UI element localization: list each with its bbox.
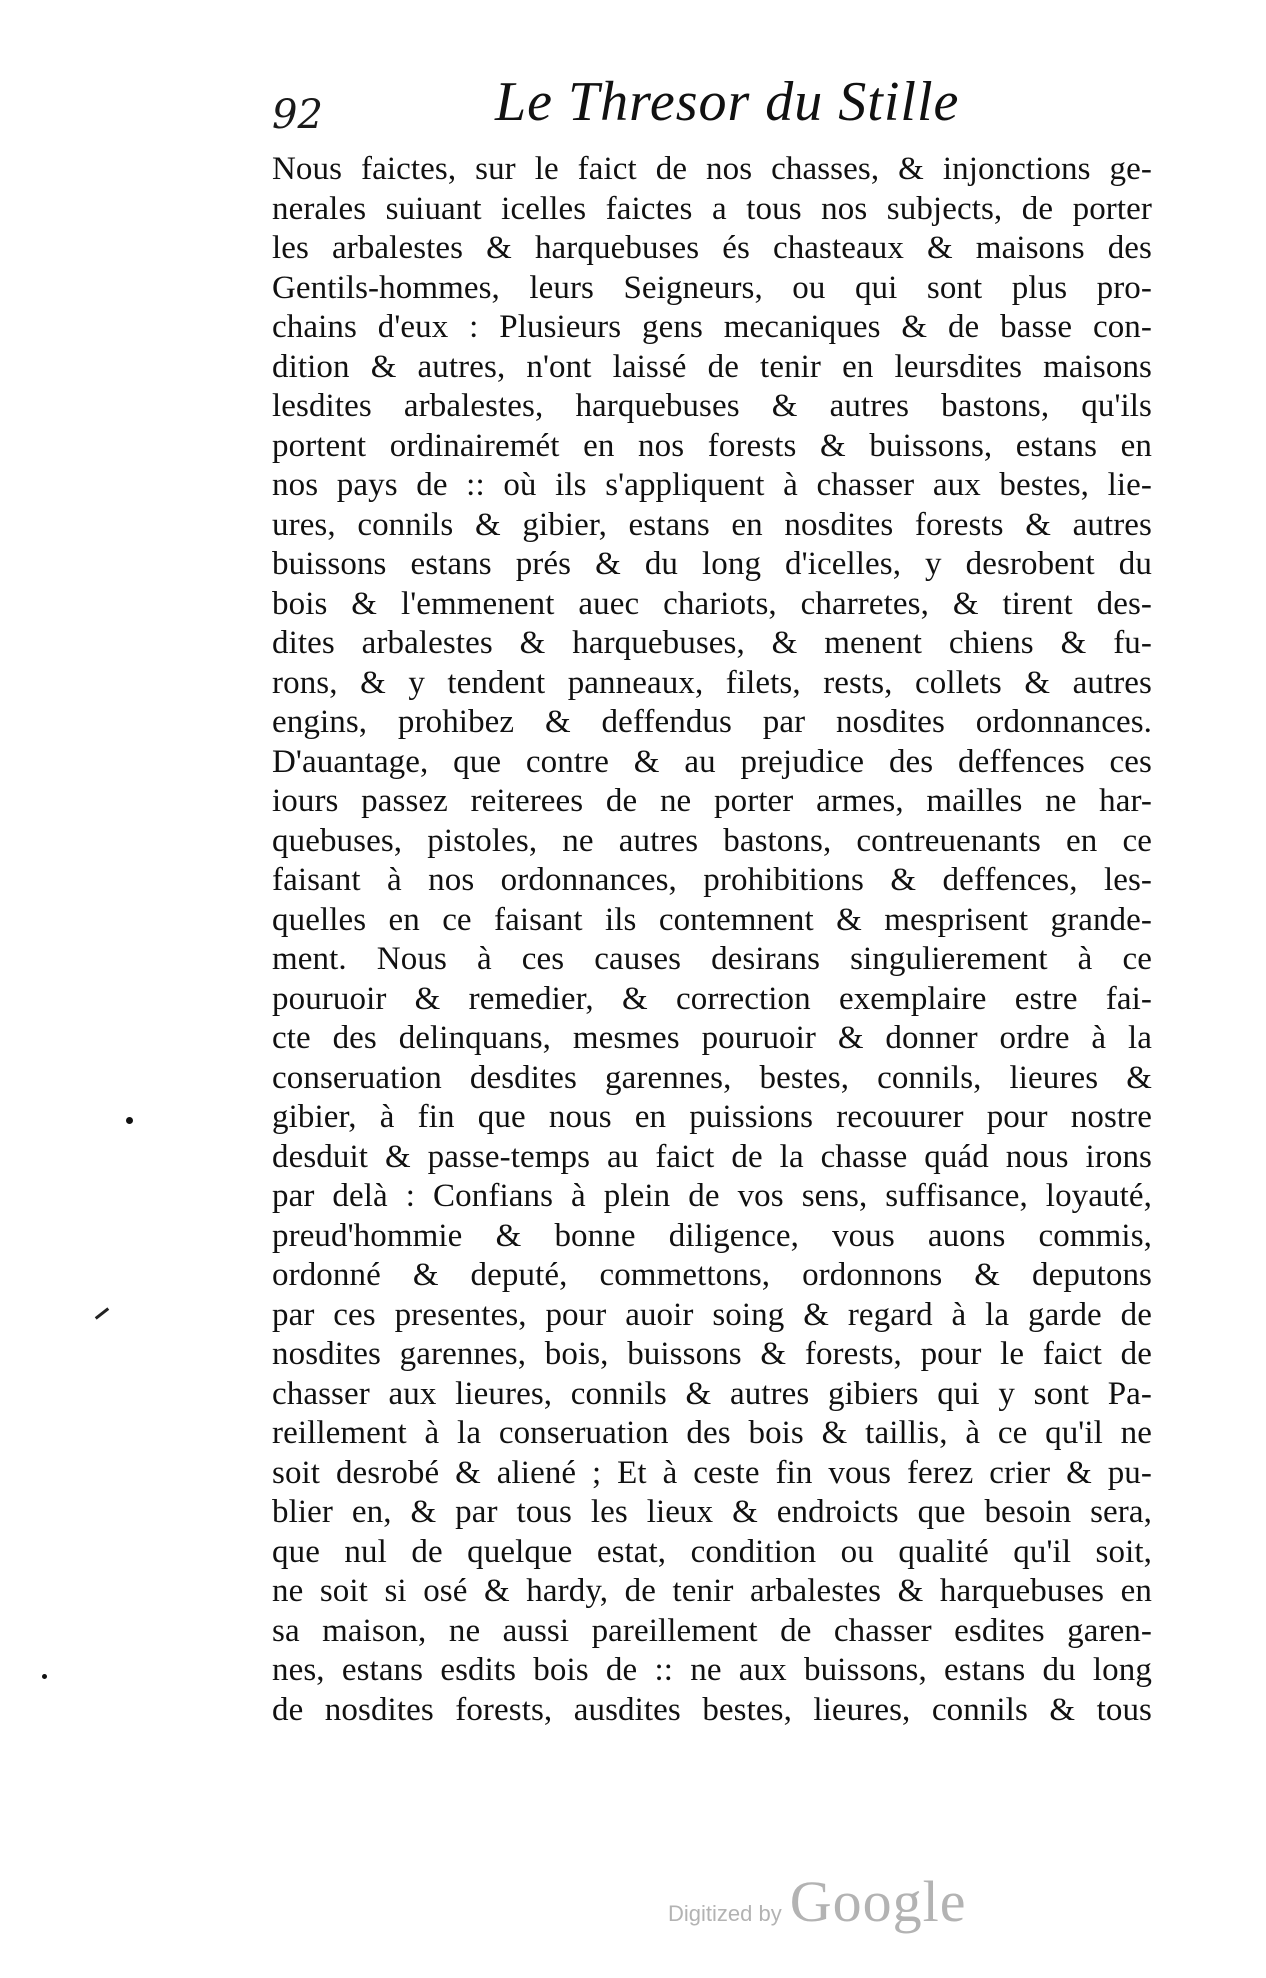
text-line: nes, estans esdits bois de :: ne aux buissons, estans du long	[272, 1652, 1152, 1688]
text-line: buissons estans prés & du long d'icelles, y desrobent du	[272, 546, 1152, 582]
text-line: conseruation desdites garennes, bestes, connils, lieures &	[272, 1059, 1152, 1096]
margin-mark	[95, 1307, 109, 1319]
text-line: lesdites arbalestes, harquebuses & autres bastons, qu'ils	[272, 388, 1152, 424]
google-logo: Google	[789, 1869, 967, 1934]
text-line: reillement à la conseruation des bois & taillis, à ce qu'il ne	[272, 1415, 1152, 1451]
text-line: ment. Nous à ces causes desirans singulierement à ce	[272, 941, 1152, 977]
text-line: les arbalestes & harquebuses és chasteaux & maisons des	[272, 230, 1152, 266]
text-line: rons, & y tendent panneaux, filets, rests, collets & autres	[272, 664, 1152, 701]
text-line: dites arbalestes & harquebuses, & menent chiens & fu-	[272, 625, 1152, 661]
page-number: 92	[272, 92, 323, 138]
text-line: de nosdites forests, ausdites bestes, lieures, connils & tous	[272, 1691, 1152, 1728]
text-line: D'auantage, que contre & au prejudice des deffences ces	[272, 743, 1152, 780]
text-line: soit desrobé & aliené ; Et à ceste fin vous ferez crier & pu-	[272, 1454, 1152, 1491]
text-line: engins, prohibez & deffendus par nosdites ordonnances.	[272, 704, 1152, 740]
text-line: desduit & passe-temps au faict de la chasse quád nous irons	[272, 1138, 1152, 1175]
margin-speck	[42, 1674, 47, 1679]
text-line: quelles en ce faisant ils contemnent & mesprisent grande-	[272, 901, 1152, 938]
text-line: preud'hommie & bonne diligence, vous auons commis,	[272, 1217, 1152, 1254]
text-line: chains d'eux : Plusieurs gens mecaniques & de basse con-	[272, 309, 1152, 345]
text-line: sa maison, ne aussi pareillement de chasser esdites garen-	[272, 1612, 1152, 1649]
text-line: ures, connils & gibier, estans en nosdites forests & autres	[272, 506, 1152, 543]
text-line: bois & l'emmenent auec chariots, charretes, & tirent des-	[272, 585, 1152, 622]
text-line: gibier, à fin que nous en puissions recouurer pour nostre	[272, 1099, 1152, 1135]
text-line: ne soit si osé & hardy, de tenir arbalestes & harquebuses en	[272, 1573, 1152, 1609]
text-line: Nous faictes, sur le faict de nos chasses, & injonctions ge-	[272, 151, 1152, 187]
text-line: nerales suiuant icelles faictes a tous nos subjects, de porter	[272, 190, 1152, 227]
text-line: iours passez reiterees de ne porter armes, mailles ne har-	[272, 783, 1152, 819]
text-line: nosdites garennes, bois, buissons & forests, pour le faict de	[272, 1336, 1152, 1372]
text-line: chasser aux lieures, connils & autres gibiers qui y sont Pa-	[272, 1375, 1152, 1412]
text-line: nos pays de :: où ils s'appliquent à chasser aux bestes, lie-	[272, 467, 1152, 503]
text-line: faisant à nos ordonnances, prohibitions & deffences, les-	[272, 862, 1152, 898]
text-line: portent ordinairemét en nos forests & buissons, estans en	[272, 427, 1152, 464]
running-head: Le Thresor du Stille	[495, 71, 960, 133]
text-line: pouruoir & remedier, & correction exemplaire estre fai-	[272, 980, 1152, 1017]
margin-speck	[126, 1117, 133, 1124]
text-line: par delà : Confians à plein de vos sens, suffisance, loyauté,	[272, 1178, 1152, 1214]
text-line: que nul de quelque estat, condition ou qualité qu'il soit,	[272, 1533, 1152, 1570]
text-line: dition & autres, n'ont laissé de tenir en leursdites maisons	[272, 348, 1152, 385]
body-text	[272, 150, 1152, 1730]
text-line: cte des delinquans, mesmes pouruoir & donner ordre à la	[272, 1020, 1152, 1056]
digitized-watermark	[668, 1868, 966, 1935]
text-line: Gentils-hommes, leurs Seigneurs, ou qui sont plus pro-	[272, 269, 1152, 306]
text-line: quebuses, pistoles, ne autres bastons, contreuenants en ce	[272, 822, 1152, 859]
text-line: ordonné & deputé, commettons, ordonnons & deputons	[272, 1257, 1152, 1293]
digitized-by-label: Digitized by	[668, 1901, 782, 1926]
text-line: blier en, & par tous les lieux & endroicts que besoin sera,	[272, 1494, 1152, 1530]
text-line: par ces presentes, pour auoir soing & regard à la garde de	[272, 1296, 1152, 1333]
